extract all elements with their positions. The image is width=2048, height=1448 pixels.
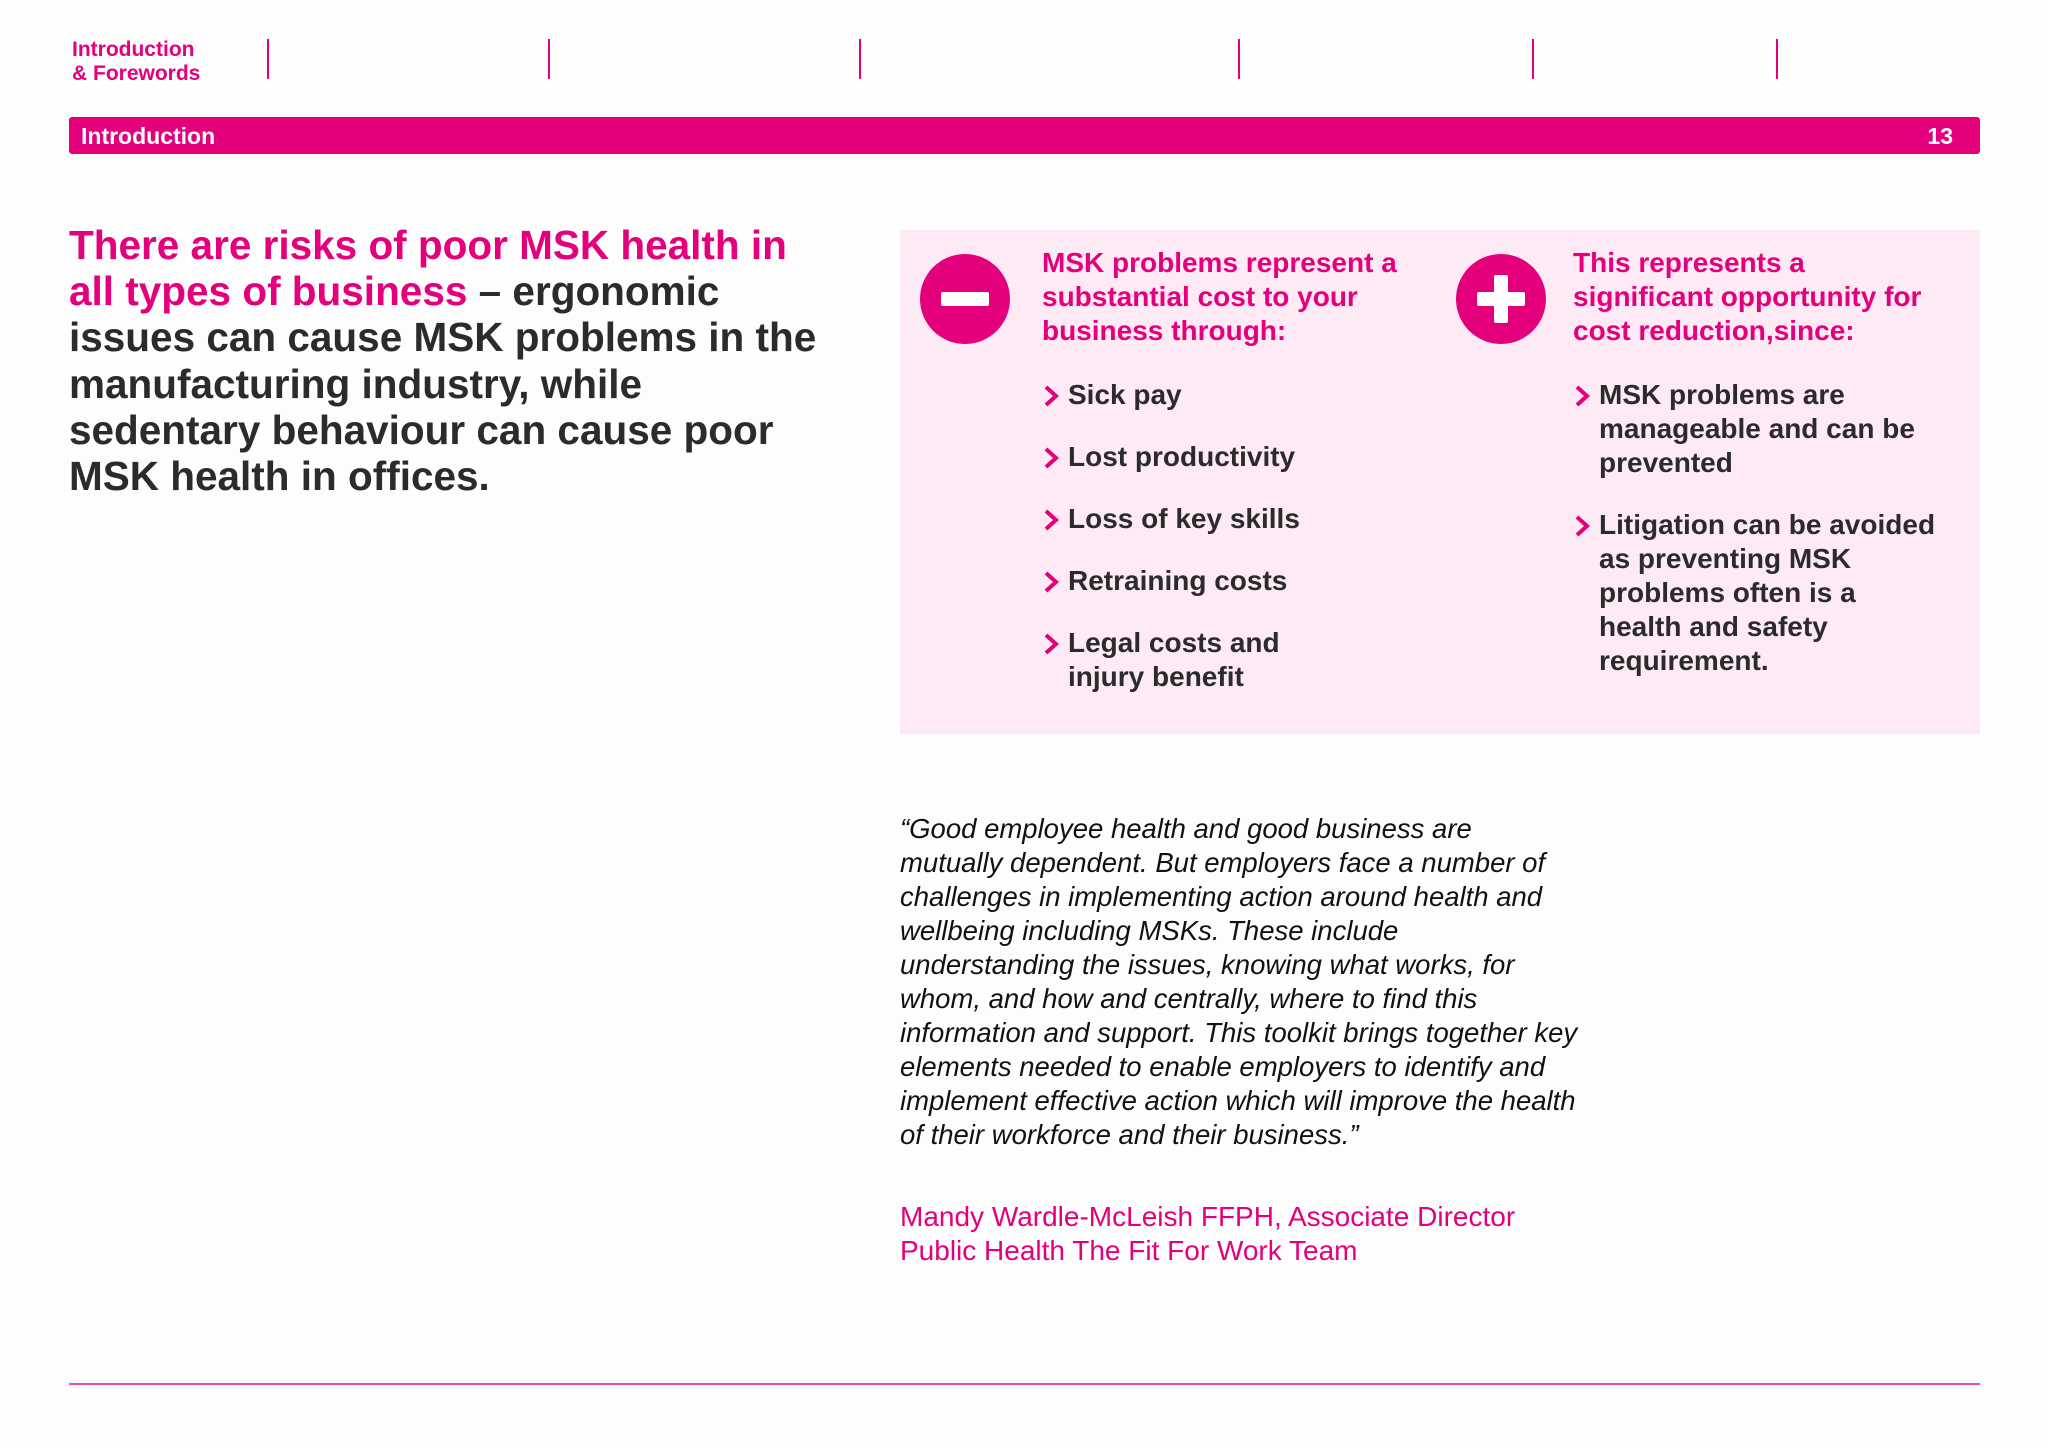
cost-item [1042, 564, 1398, 598]
plus-circle-icon [1456, 254, 1546, 344]
chevron-right-icon [1042, 633, 1060, 655]
section-title: Introduction [81, 123, 216, 149]
opportunity-item-label: Litigation can be avoided as preventing MSK problems often is a health and safety requirement. [1599, 509, 1936, 676]
chevron-right-icon [1042, 571, 1060, 593]
chevron-right-icon [1042, 509, 1060, 531]
cost-item-label: Lost productivity [1068, 441, 1296, 472]
nav-tab-divider[interactable] [548, 39, 550, 79]
cost-item-label: Legal costs and injury benefit [1068, 627, 1280, 692]
section-header-bar [69, 117, 1980, 154]
nav-tab-divider[interactable] [267, 39, 269, 79]
chevron-right-icon [1573, 385, 1591, 407]
cost-item-label: Retraining costs [1068, 565, 1288, 596]
headline-highlight: There are risks of poor MSK health in all types of business [69, 222, 787, 315]
opportunity-item [1573, 508, 1939, 678]
nav-tab-divider[interactable] [859, 39, 861, 79]
cost-item [1042, 378, 1398, 412]
cost-item [1042, 626, 1338, 694]
footer-divider [69, 1383, 1980, 1385]
cost-item [1042, 502, 1398, 536]
opportunity-item [1573, 378, 1919, 480]
opportunity-item-label: MSK problems are manageable and can be prevented [1599, 379, 1915, 478]
headline-rest: – ergonomic issues can cause MSK problems in the manufacturing industry, while sedentary behaviour can cause poor MSK health in offices. [69, 268, 817, 500]
quote-attribution: Mandy Wardle-McLeish FFPH, Associate Director Public Health The Fit For Work Team [900, 1201, 1516, 1266]
info-panel [900, 230, 1980, 734]
nav-item-label-line1: Introduction [72, 38, 195, 61]
page-number: 13 [1927, 123, 1953, 149]
nav-tab-divider[interactable] [1776, 39, 1778, 79]
cost-item-label: Sick pay [1068, 379, 1182, 410]
minus-circle-icon [920, 254, 1010, 344]
opportunity-heading: This represents a significant opportunity for cost reduction,since: [1573, 247, 1922, 346]
chevron-right-icon [1042, 385, 1060, 407]
chevron-right-icon [1042, 447, 1060, 469]
cost-item [1042, 440, 1398, 474]
headline [69, 222, 829, 499]
nav-tab-divider[interactable] [1238, 39, 1240, 79]
chevron-right-icon [1573, 515, 1591, 537]
cost-heading: MSK problems represent a substantial cost to your business through: [1042, 247, 1397, 346]
testimonial-quote: “Good employee health and good business are mutually dependent. But employers face a number of challenges in implementing action around health and wellbeing including MSKs. These include understanding the issues, knowing what works, for whom, and how and centrally, where to find this information and support. This toolkit brings together key elements needed to enable employers to identify and implement effective action which will improve the health of their workforce and their business.” [900, 813, 1578, 1150]
top-navigation [70, 36, 1980, 84]
nav-tab-divider[interactable] [1532, 39, 1534, 79]
nav-item-introduction-forewords[interactable] [72, 38, 200, 86]
nav-item-label-line2: & Forewords [72, 62, 201, 85]
cost-item-label: Loss of key skills [1068, 503, 1300, 534]
